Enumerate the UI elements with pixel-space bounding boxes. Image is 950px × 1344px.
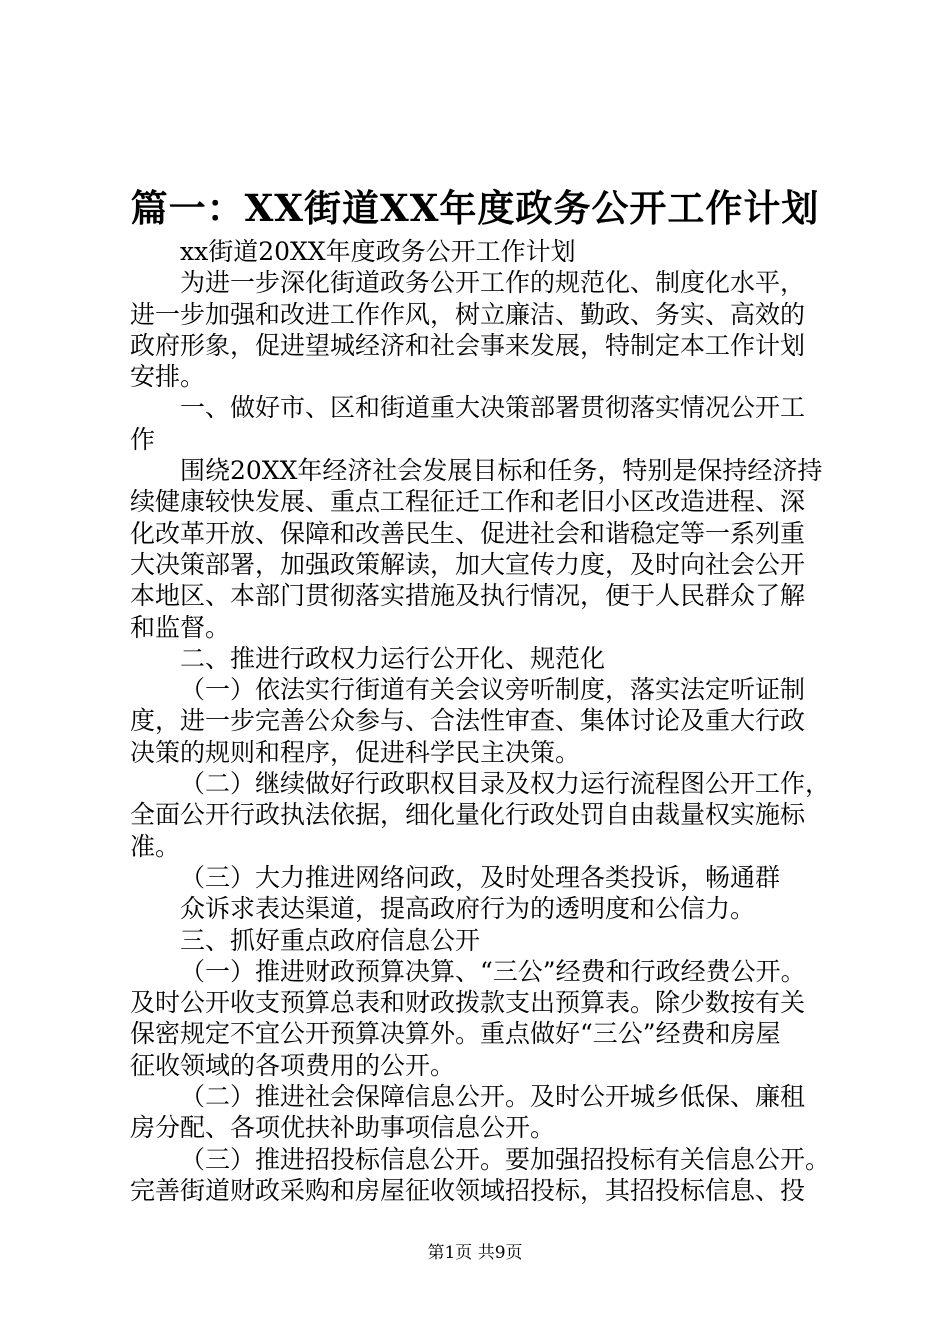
text-line: （三）推进招投标信息公开。要加强招投标有关信息公开。 — [180, 1144, 831, 1174]
text-line: 为进一步深化街道政务公开工作的规范化、制度化水平， — [180, 268, 806, 298]
text-line: xx街道20XX年度政务公开工作计划 — [180, 237, 576, 266]
text-line: 众诉求表达渠道，提高政府行为的透明度和公信力。 — [180, 894, 756, 924]
text-line: 准。 — [130, 831, 181, 861]
text-line: （三）大力推进网络问政，及时处理各类投诉，畅通群 — [180, 862, 781, 892]
text-line: 三、抓好重点政府信息公开 — [180, 925, 481, 955]
text-line: 作 — [130, 424, 156, 454]
text-line: （一）依法实行街道有关会议旁听制度，落实法定听证制 — [180, 675, 806, 705]
text-line: 度，进一步完善公众参与、合法性审查、集体讨论及重大行政 — [130, 706, 806, 736]
text-line: （二）继续做好行政职权目录及权力运行流程图公开工作， — [180, 769, 831, 799]
document-body — [130, 236, 830, 1206]
text-line: 化改革开放、保障和改善民生、促进社会和谐稳定等一系列重 — [130, 518, 806, 548]
text-line: 决策的规则和程序，促进科学民主决策。 — [130, 737, 581, 767]
text-line: 完善街道财政采购和房屋征收领域招投标，其招投标信息、投 — [130, 1175, 806, 1205]
text-line: （二）推进社会保障信息公开。及时公开城乡低保、廉租 — [180, 1082, 806, 1112]
text-line: 安排。 — [130, 362, 206, 392]
document-title: 篇一：XX街道XX年度政务公开工作计划 — [130, 186, 820, 230]
text-line: 续健康较快发展、重点工程征迁工作和老旧小区改造进程、深 — [130, 487, 806, 517]
text-line: 和监督。 — [130, 612, 231, 642]
text-line: 及时公开收支预算总表和财政拨款支出预算表。除少数按有关 — [130, 988, 806, 1018]
text-line: 征收领域的各项费用的公开。 — [130, 1050, 456, 1080]
text-line: （一）推进财政预算决算、“三公”经费和行政经费公开。 — [180, 956, 806, 986]
text-line: 全面公开行政执法依据，细化量化行政处罚自由裁量权实施标 — [130, 800, 806, 830]
text-line: 政府形象，促进望城经济和社会事来发展，特制定本工作计划 — [130, 330, 806, 360]
text-line: 保密规定不宜公开预算决算外。重点做好“三公”经费和房屋 — [130, 1019, 781, 1049]
text-line: 房分配、各项优扶补助事项信息公开。 — [130, 1113, 556, 1143]
text-line: 大决策部署，加强政策解读，加大宣传力度，及时向社会公开 — [130, 549, 806, 579]
text-line: 二、推进行政权力运行公开化、规范化 — [180, 643, 606, 673]
text-line: 围绕20XX年经济社会发展目标和任务，特别是保持经济持 — [180, 456, 823, 486]
page-footer: 第1页 共9页 — [427, 1243, 523, 1263]
text-line: 本地区、本部门贯彻落实措施及执行情况，便于人民群众了解 — [130, 581, 806, 611]
text-line: 进一步加强和改进工作作风，树立廉洁、勤政、务实、高效的 — [130, 299, 806, 329]
text-line: 一、做好市、区和街道重大决策部署贯彻落实情况公开工 — [180, 393, 806, 423]
